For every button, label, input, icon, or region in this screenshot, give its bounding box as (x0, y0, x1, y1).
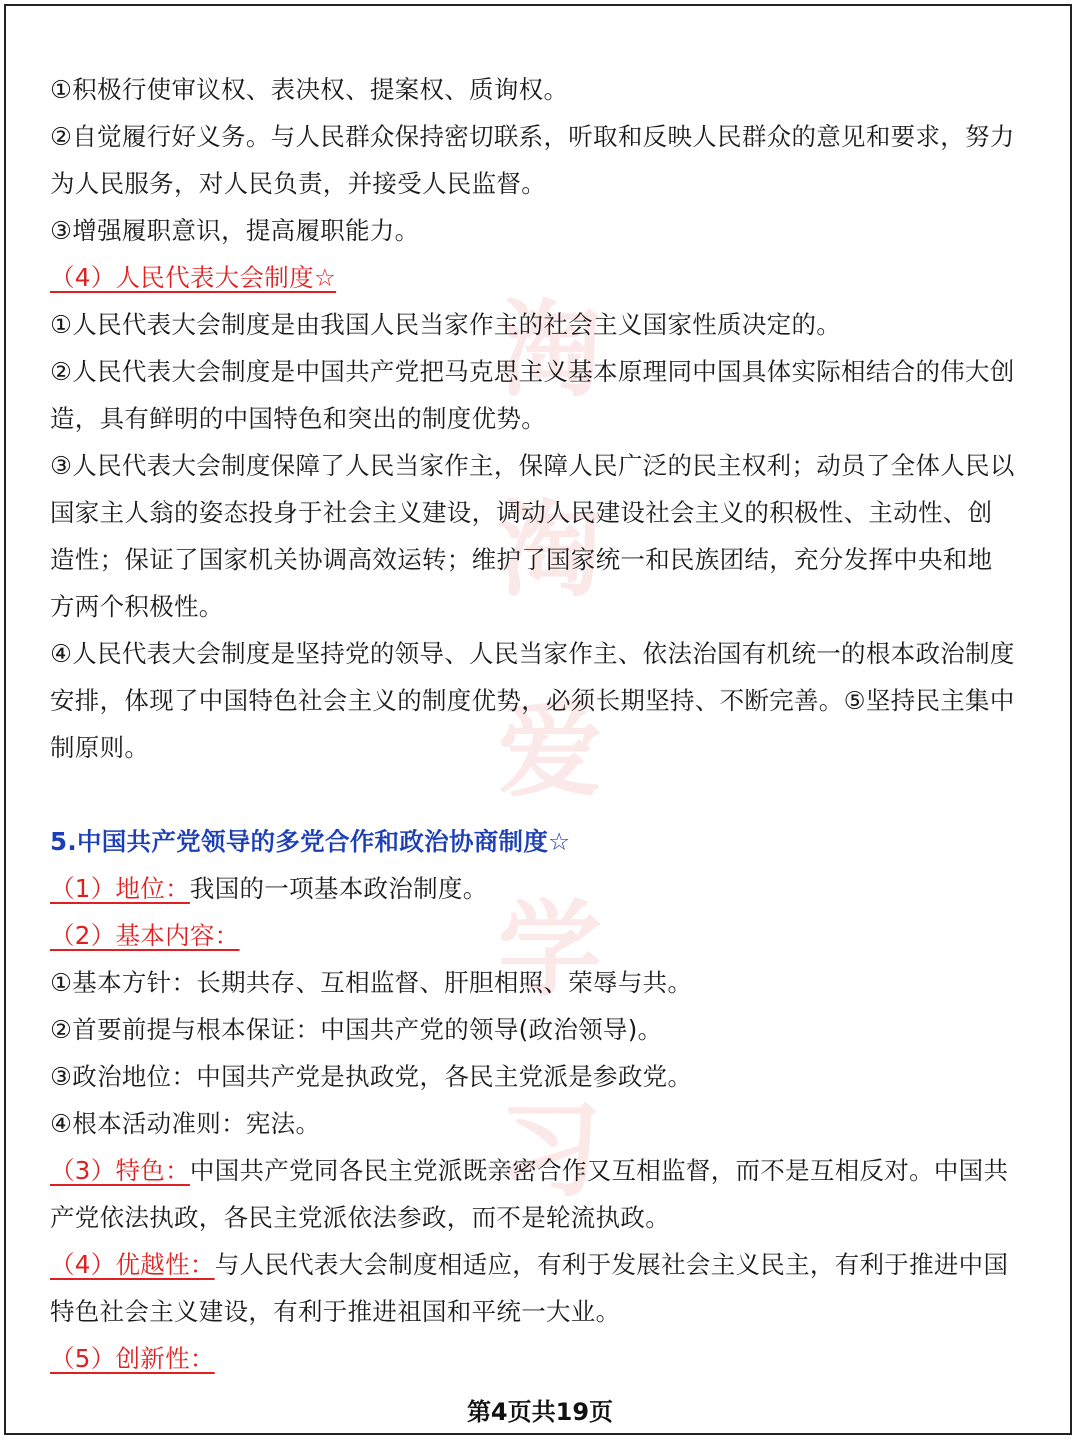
status-line (50, 865, 1015, 912)
watermark-char: 习 (497, 1088, 602, 1211)
npc-item: ③人民代表大会制度保障了人民当家作主，保障人民广泛的民主权利；动员了全体人民以国家主人翁的姿态投身于社会主义建设，调动人民建设社会主义的积极性、主动性、创造性；保证了国家机关协调高效运转；维护了国家统一和民族团结，充分发挥中央和地方两个积极性。 (50, 451, 1015, 621)
content-label: （2）基本内容： (50, 921, 240, 950)
advantage-paragraph (50, 1241, 1015, 1335)
innovation-label: （5）创新性： (50, 1344, 215, 1373)
status-text: 我国的一项基本政治制度。 (189, 874, 488, 903)
innovation-line (50, 1335, 1015, 1382)
advantage-label: （4）优越性： (50, 1250, 215, 1279)
duty-item: ①积极行使审议权、表决权、提案权、质询权。 (50, 75, 569, 104)
npc-heading (50, 254, 1015, 301)
npc-heading-label: （4）人民代表大会制度☆ (50, 263, 337, 292)
section-gap (50, 771, 1015, 818)
status-label: （1）地位： (50, 874, 190, 903)
section-heading: 5.中国共产党领导的多党合作和政治协商制度☆ (50, 827, 571, 856)
advantage-text: 与人民代表大会制度相适应，有利于发展社会主义民主，有利于推进中国特色社会主义建设，有利于推进祖国和平统一大业。 (50, 1250, 1009, 1326)
content-item: ③政治地位：中国共产党是执政党，各民主党派是参政党。 (50, 1062, 693, 1091)
content-heading (50, 912, 1015, 959)
npc-item: ④人民代表大会制度是坚持党的领导、人民当家作主、依法治国有机统一的根本政治制度安排，体现了中国特色社会主义的制度优势，必须长期坚持、不断完善。⑤坚持民主集中制原则。 (50, 639, 1015, 762)
npc-item: ②人民代表大会制度是中国共产党把马克思主义基本原理同中国具体实际相结合的伟大创造，具有鲜明的中国特色和突出的制度优势。 (50, 357, 1015, 433)
duty-item: ②自觉履行好义务。与人民群众保持密切联系，听取和反映人民群众的意见和要求，努力为人民服务，对人民负责，并接受人民监督。 (50, 122, 1015, 198)
watermark-char: 淘 (497, 488, 602, 611)
duty-item: ③增强履职意识，提高履职能力。 (50, 216, 420, 245)
content-item: ①基本方针：长期共存、互相监督、肝胆相照、荣辱与共。 (50, 968, 693, 997)
watermark-char: 学 (497, 888, 602, 1011)
content-item: ②首要前提与根本保证：中国共产党的领导(政治领导)。 (50, 1015, 663, 1044)
feature-label: （3）特色： (50, 1156, 190, 1185)
feature-text: 中国共产党同各民主党派既亲密合作又互相监督，而不是互相反对。中国共产党依法执政，各民主党派依法参政，而不是轮流执政。 (50, 1156, 1009, 1232)
content-item: ④根本活动准则：宪法。 (50, 1109, 321, 1138)
page-number: 第4页共19页 (466, 1398, 614, 1426)
watermark-char: 淘 (497, 288, 602, 411)
feature-paragraph (50, 1147, 1015, 1241)
document-body (50, 66, 1015, 1382)
npc-item: ①人民代表大会制度是由我国人民当家作主的社会主义国家性质决定的。 (50, 310, 842, 339)
watermark-char: 爱 (497, 688, 602, 811)
